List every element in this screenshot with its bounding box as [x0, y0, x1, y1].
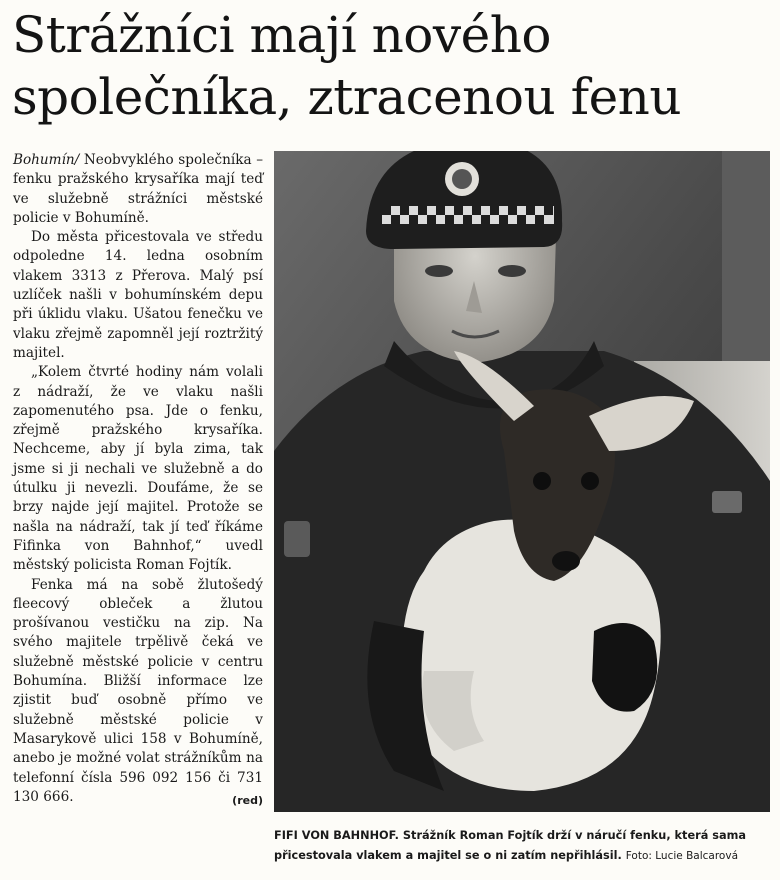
photo-wall-edge: [722, 151, 770, 361]
article-paragraph-3: „Kolem čtvrté hodiny nám volali z nádraží, že ve vlaku našli zapomenutého psa. Jde o fenku, zřejmě pražského krysaříka. Nechceme, aby jí byla zima, tak jsme si ji nechali ve služebně a do útulku ji nevezli. Doufáme, že se brzy najde její majitel. Protože se našla na nádraží, tak jí teď říkáme Fifinka von Bahnhof,“ uvedl městský policista Roman Fojtík.: [13, 364, 263, 574]
author-signature: (red): [232, 793, 263, 807]
cap-badge-center: [452, 169, 472, 189]
article-paragraph-4-text: Fenka má na sobě žlutošedý fleecový obleček a žlutou prošívanou vestičku na zip. Na svého majitele trpělivě čeká ve služebně městské policie v centru Bohumína. Bližší informace lze zjistit buď osobně přímo ve služebně městské policie v Masarykově ulici 158 v Bohumíně, anebo je možné volat strážníkům na telefonní čísla 596 092 156 či 731 130 666.: [13, 576, 263, 805]
headline-line-2: společníka, ztracenou fenu: [12, 68, 682, 126]
photo-illustration: [274, 151, 770, 812]
article-paragraph-1-text: Neobvyklého společníka – fenku pražského krysaříka mají teď ve služebně strážníci městské policie v Bohumíně.: [13, 152, 263, 226]
article-paragraph-1: [13, 151, 263, 228]
article-body: [13, 151, 263, 810]
officer-gloved-hand: [592, 623, 657, 712]
news-photo: [274, 151, 770, 812]
caption-text: Strážník Roman Fojtík drží v náručí fenku, která sama přicestovala vlakem a majitel se o ni zatím nepřihlásil.: [274, 829, 746, 862]
headline-line-1: Strážníci mají nového: [12, 6, 552, 64]
officer-left-eye: [425, 265, 453, 277]
article-paragraph-4: [13, 576, 263, 808]
shoulder-patch-left: [284, 521, 310, 557]
officer-right-eye: [498, 265, 526, 277]
caption-title: FIFI VON BAHNHOF.: [274, 829, 399, 842]
dateline-place: Bohumín/: [13, 152, 80, 168]
photo-credit: Foto: Lucie Balcarová: [625, 850, 738, 862]
article-paragraph-2: Do města přicestovala ve středu odpoledne 14. ledna osobním vlakem 3313 z Přerova. Malý psí uzlíček našli v bohumínském depu při úklidu vlaku. Ušatou fenečku ve vlaku zřejmě zapomněl její roztržitý majitel.: [13, 229, 263, 361]
photo-caption: [274, 826, 774, 866]
dog-left-eye: [533, 472, 551, 490]
shoulder-patch-right: [712, 491, 742, 513]
headline: [12, 4, 772, 128]
dog-right-eye: [581, 472, 599, 490]
dog-nose: [552, 551, 580, 571]
